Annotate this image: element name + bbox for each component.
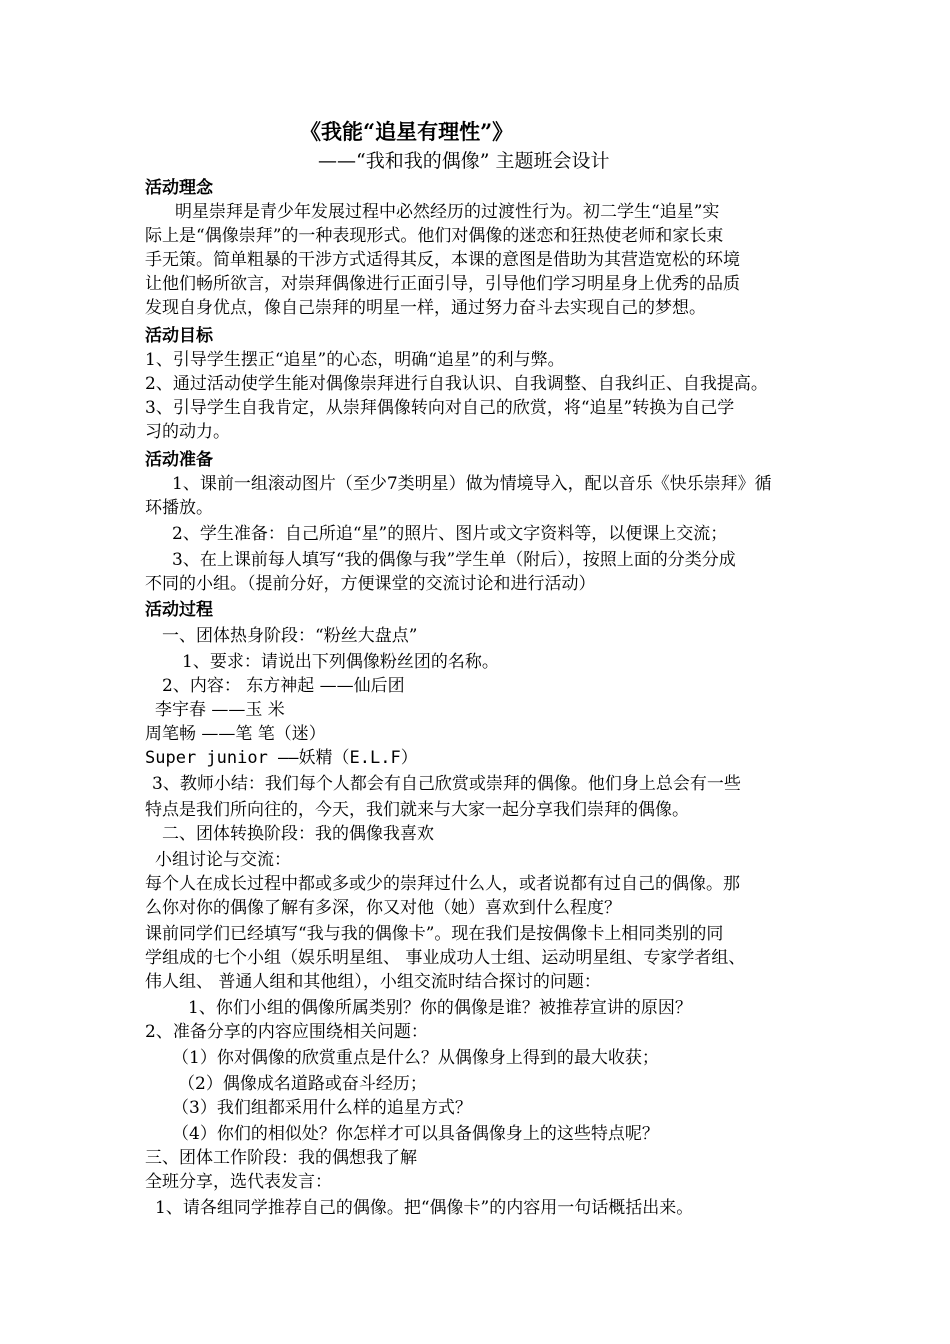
prep-line: 3、在上课前每人填写“我的偶像与我”学生单（附后），按照上面的分类分成 (172, 550, 736, 570)
process-line: 全班分享，选代表发言： (145, 1172, 332, 1192)
process-line: 1、你们小组的偶像所属类别？你的偶像是谁？被推荐宣讲的原因？ (188, 998, 692, 1018)
process-line: 3、教师小结：我们每个人都会有自己欣赏或崇拜的偶像。他们身上总会有一些 (152, 774, 741, 794)
concept-line: 发现自身优点，像自己崇拜的明星一样，通过努力奋斗去实现自己的梦想。 (145, 298, 706, 318)
concept-line: 让他们畅所欲言，对崇拜偶像进行正面引导，引导他们学习明星身上优秀的品质 (145, 274, 740, 294)
concept-line: 明星崇拜是青少年发展过程中必然经历的过渡性行为。初二学生“追星”实 (175, 202, 720, 222)
process-line: 1、请各组同学推荐自己的偶像。把“偶像卡”的内容用一句话概括出来。 (155, 1198, 694, 1218)
concept-line: 际上是“偶像崇拜”的一种表现形式。他们对偶像的迷恋和狂热使老师和家长束 (145, 226, 724, 246)
document-subtitle: ——“我和我的偶像” 主题班会设计 (318, 150, 610, 172)
process-line: Super junior ——妖精（E.L.F） (145, 748, 418, 768)
document-title: 《我能“追星有理性”》 (300, 119, 514, 144)
process-line: 2、准备分享的内容应围绕相关问题： (145, 1022, 428, 1042)
goal-line: 2、通过活动使学生能对偶像崇拜进行自我认识、自我调整、自我纠正、自我提高。 (145, 374, 768, 394)
goal-line: 1、引导学生摆正“追星”的心态，明确“追星”的利与弊。 (145, 350, 565, 370)
process-line: 伟人组、 普通人组和其他组），小组交流时结合探讨的问题： (145, 972, 601, 992)
process-line: 一、团体热身阶段：“粉丝大盘点” (162, 626, 418, 646)
section-heading-process: 活动过程 (145, 600, 213, 620)
process-line: （3）我们组都采用什么样的追星方式？ (172, 1098, 472, 1118)
process-line: 李宇春 ——玉 米 (155, 700, 285, 720)
process-line: 每个人在成长过程中都或多或少的崇拜过什么人，或者说都有过自己的偶像。那 (145, 874, 740, 894)
process-line: 特点是我们所向往的，今天，我们就来与大家一起分享我们崇拜的偶像。 (145, 800, 689, 820)
section-heading-concept: 活动理念 (145, 178, 213, 198)
process-line: 三、团体工作阶段：我的偶想我了解 (145, 1148, 417, 1168)
process-line: 2、内容： 东方神起 ——仙后团 (162, 676, 405, 696)
process-line: （1）你对偶像的欣赏重点是什么？从偶像身上得到的最大收获； (172, 1048, 659, 1068)
process-line: 学组成的七个小组（娱乐明星组、 事业成功人士组、运动明星组、专家学者组、 (145, 948, 746, 968)
process-line: 二、团体转换阶段：我的偶像我喜欢 (162, 824, 434, 844)
process-line: 课前同学们已经填写“我与我的偶像卡”。现在我们是按偶像卡上相同类别的同 (145, 924, 724, 944)
section-heading-prep: 活动准备 (145, 450, 213, 470)
goal-line: 3、引导学生自我肯定，从崇拜偶像转向对自己的欣赏，将“追星”转换为自己学 (145, 398, 735, 418)
process-line: 1、要求：请说出下列偶像粉丝团的名称。 (182, 652, 499, 672)
process-line: 小组讨论与交流： (155, 850, 291, 870)
process-line: 么你对你的偶像了解有多深，你又对他（她）喜欢到什么程度？ (145, 898, 621, 918)
process-line: 周笔畅 ——笔 笔（迷） (145, 724, 326, 744)
prep-line: 环播放。 (145, 498, 213, 518)
section-heading-goals: 活动目标 (145, 326, 213, 346)
goal-line: 习的动力。 (145, 422, 230, 442)
prep-line: 2、学生准备：自己所追“星”的照片、图片或文字资料等，以便课上交流； (172, 524, 728, 544)
prep-line: 1、课前一组滚动图片（至少7类明星）做为情境导入，配以音乐《快乐崇拜》循 (172, 474, 772, 494)
concept-line: 手无策。简单粗暴的干涉方式适得其反，本课的意图是借助为其营造宽松的环境 (145, 250, 740, 270)
prep-line: 不同的小组。（提前分好，方便课堂的交流讨论和进行活动） (145, 574, 596, 594)
process-line: （2）偶像成名道路或奋斗经历； (178, 1074, 427, 1094)
process-line: （4）你们的相似处？你怎样才可以具备偶像身上的这些特点呢？ (172, 1124, 659, 1144)
